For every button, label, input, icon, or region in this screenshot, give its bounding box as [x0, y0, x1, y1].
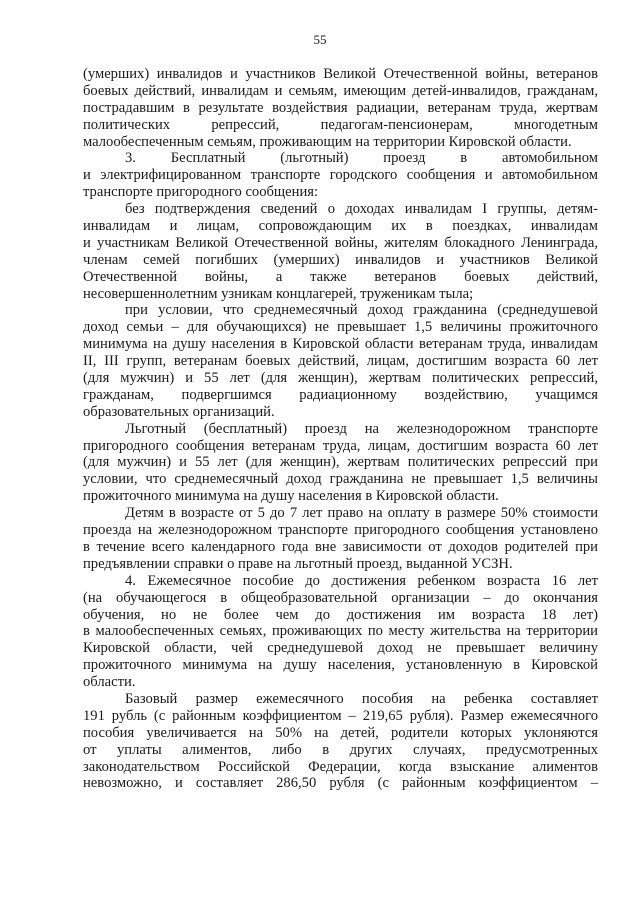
- text-line: прожиточного минимума на душу населения в Кировской области.: [83, 488, 499, 505]
- text-line: доход семьи – для обучающихся) не превышает 1,5 величины прожиточного: [83, 319, 598, 336]
- text-line: прожиточного минимума на душу населения, установленную в Кировской: [83, 657, 598, 674]
- text-line: транспорте пригородного сообщения:: [83, 184, 319, 201]
- text-line: (для мужчин) и 55 лет (для женщин), жертвам политических репрессий при: [83, 454, 598, 471]
- text-line: и участникам Великой Отечественной войны, жителям блокадного Ленинграда,: [83, 234, 598, 251]
- text-line: пригородного сообщения ветеранам труда, лицам, достигшим возраста 60 лет: [83, 437, 598, 454]
- text-line: от уплаты алиментов, либо в других случаях, предусмотренных: [83, 741, 598, 758]
- text-line: предъявлении справки о праве на льготный проезд, выданной УСЗН.: [83, 555, 513, 572]
- text-line: гражданам, подвергшимся радиационному воздействию, учащимся: [83, 386, 598, 403]
- text-line: в течение всего календарного года вне зависимости от доходов родителей при: [83, 538, 598, 555]
- text-line: Базовый размер ежемесячного пособия на ребенка составляет: [125, 690, 598, 707]
- text-line: и электрифицированном транспорте городского сообщения и автомобильном: [83, 167, 598, 184]
- text-line: пострадавшим в результате воздействия радиации, ветеранам труда, жертвам: [83, 99, 598, 116]
- text-line: малообеспеченным семьям, проживающим на территории Кировской области.: [83, 133, 572, 150]
- text-line: (умерших) инвалидов и участников Великой Отечественной войны, ветеранов: [83, 66, 598, 82]
- text-line: боевых действий, инвалидам и семьям, имеющим детей-инвалидов, гражданам,: [83, 82, 598, 99]
- text-line: Кировской области, чей среднедушевой доход не превышает величину: [83, 640, 598, 657]
- text-line: 191 рубль (с районным коэффициентом – 219,65 рубля). Размер ежемесячного: [83, 707, 598, 724]
- text-line: инвалидам и лицам, сопровождающим их в поездках, инвалидам: [83, 218, 598, 235]
- text-line: без подтверждения сведений о доходах инвалидам I группы, детям-: [125, 201, 598, 218]
- text-line: области.: [83, 674, 136, 691]
- document-body: [83, 66, 598, 792]
- text-line: 4. Ежемесячное пособие до достижения ребенком возраста 16 лет: [125, 572, 598, 589]
- text-line: (на обучающегося в общеобразовательной организации – до окончания: [83, 589, 598, 606]
- page-number: 55: [313, 32, 327, 47]
- text-line: в малообеспеченных семьях, проживающих по месту жительства на территории: [83, 623, 598, 640]
- text-line: Детям в возрасте от 5 до 7 лет право на оплату в размере 50% стоимости: [125, 505, 598, 522]
- text-line: обучения, но не более чем до достижения им возраста 18 лет): [83, 606, 598, 623]
- text-line: политических репрессий, педагогам-пенсионерам, многодетным: [83, 116, 598, 133]
- text-line: пособия увеличивается на 50% на детей, родители которых уклоняются: [83, 724, 598, 741]
- text-line: 3. Бесплатный (льготный) проезд в автомобильном: [125, 150, 598, 167]
- text-line: членам семей погибших (умерших) инвалидов и участников Великой: [83, 251, 598, 268]
- text-line: невозможно, и составляет 286,50 рубля (с районным коэффициентом –: [83, 775, 598, 792]
- text-line: условии, что среднемесячный доход гражданина не превышает 1,5 величины: [83, 471, 598, 488]
- text-line: законодательством Российской Федерации, когда взыскание алиментов: [83, 758, 598, 775]
- text-line: II, III групп, ветеранам боевых действий, лицам, достигшим возраста 60 лет: [83, 353, 598, 370]
- text-line: Льготный (бесплатный) проезд на железнодорожном транспорте: [125, 420, 598, 437]
- text-line: несовершеннолетним узникам концлагерей, труженикам тыла;: [83, 285, 474, 302]
- text-line: (для мужчин) и 55 лет (для женщин), жертвам политических репрессий,: [83, 370, 598, 387]
- text-line: образовательных организаций.: [83, 403, 275, 420]
- text-line: при условии, что среднемесячный доход гражданина (среднедушевой: [125, 302, 598, 319]
- text-line: минимума на душу населения в Кировской области ветеранам труда, инвалидам: [83, 336, 598, 353]
- text-line: Отечественной войны, а также ветеранов боевых действий,: [83, 268, 598, 285]
- text-line: проезда на железнодорожном транспорте пригородного сообщения установлено: [83, 522, 598, 539]
